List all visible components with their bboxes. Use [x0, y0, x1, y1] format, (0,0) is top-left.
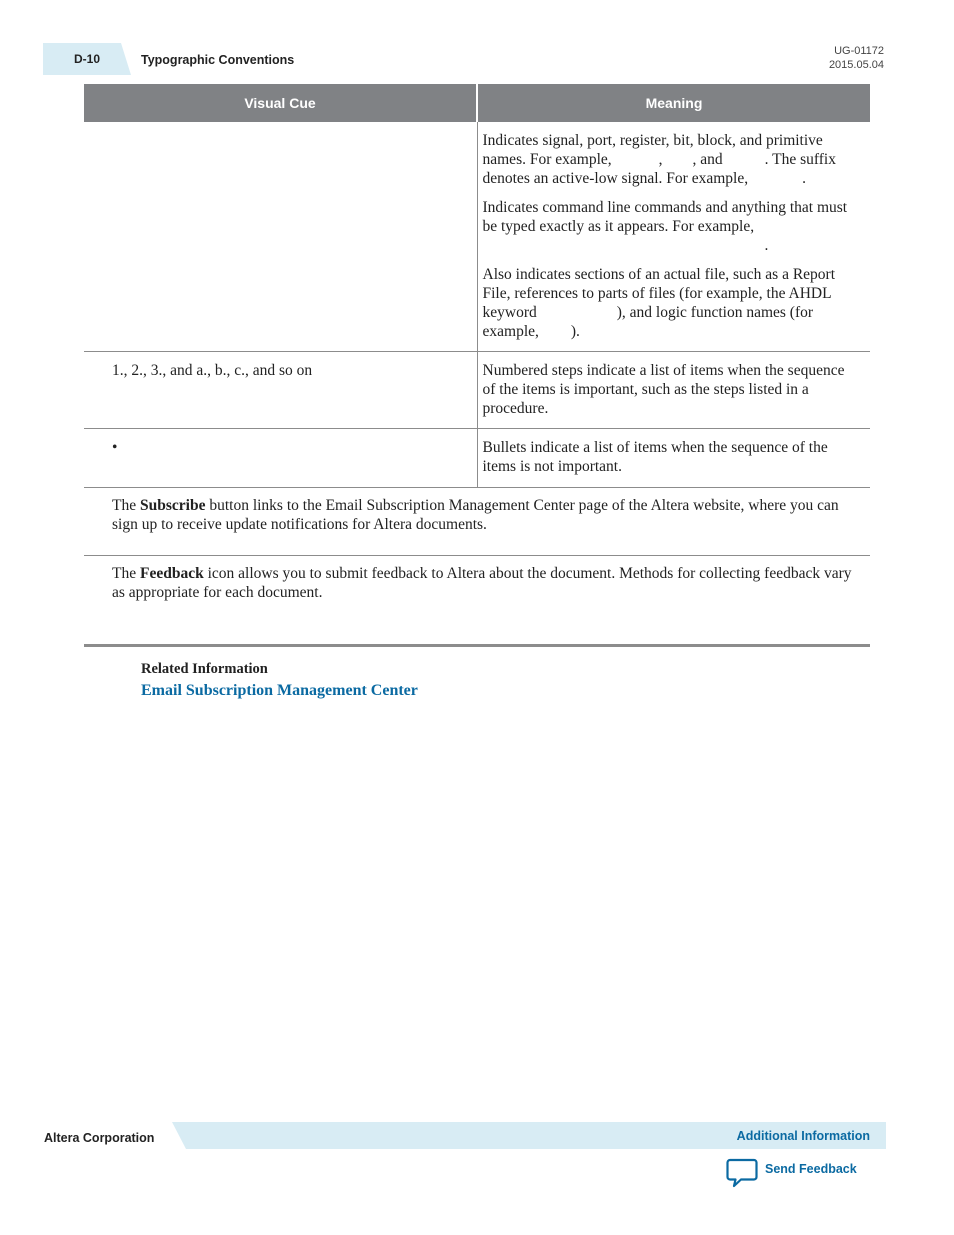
- speech-bubble-icon[interactable]: [726, 1158, 758, 1188]
- meaning-paragraph: Also indicates sections of an actual file, such as a Report File, references to parts of files (for example, the AHDL keyword ), and logic function names (for example, ).: [482, 266, 836, 340]
- cue-cell: [84, 122, 477, 352]
- subscribe-term: Subscribe: [139, 497, 206, 514]
- page-number: D-10: [74, 52, 101, 66]
- section-title: Typographic Conventions: [141, 53, 295, 67]
- meaning-paragraph: Indicates signal, port, register, bit, block, and primitive names. For example, , , and . The suffixdenotes an active-low signal. For example, .: [482, 132, 836, 187]
- related-information-label: Related Information: [141, 661, 268, 677]
- document-id: [829, 44, 884, 72]
- feedback-description: The Feedback icon allows you to submit feedback to Altera about the document. Methods for collecting feedback vary as appropriate for each document.: [112, 565, 852, 601]
- table-row: [84, 556, 870, 624]
- header-visual-cue: Visual Cue: [84, 84, 477, 122]
- cue-cell: 1., 2., 3., and a., b., c., and so on: [84, 352, 477, 429]
- table-header-row: [84, 84, 870, 122]
- typographic-conventions-table: [84, 84, 870, 623]
- table-row: [84, 352, 870, 429]
- footer-section-link[interactable]: Additional Information: [736, 1129, 870, 1143]
- cue-cell: •: [84, 429, 477, 488]
- table-row: [84, 488, 870, 556]
- send-feedback-link[interactable]: Send Feedback: [765, 1162, 857, 1176]
- meaning-cell: Numbered steps indicate a list of items when the sequence of the items is important, such as the steps listed in a procedure.: [477, 352, 870, 429]
- subscribe-description: The Subscribe button links to the Email Subscription Management Center page of the Altera website, where you can sign up to receive update notifications for Altera documents.: [84, 488, 870, 556]
- table-bottom-rule: [84, 644, 870, 647]
- header-meaning: Meaning: [477, 84, 870, 122]
- table-row: [84, 122, 870, 352]
- footer-company: Altera Corporation: [44, 1131, 155, 1145]
- document-date: 2015.05.04: [828, 59, 884, 71]
- table-row: [84, 429, 870, 488]
- meaning-cell: [477, 122, 870, 352]
- meaning-paragraph: Indicates command line commands and anything that must be typed exactly as it appears. For example,.: [482, 199, 848, 254]
- feedback-term: Feedback: [139, 565, 204, 582]
- email-subscription-link[interactable]: Email Subscription Management Center: [141, 682, 418, 699]
- document-number: UG-01172: [834, 45, 884, 57]
- meaning-cell: Bullets indicate a list of items when the sequence of the items is not important.: [477, 429, 870, 488]
